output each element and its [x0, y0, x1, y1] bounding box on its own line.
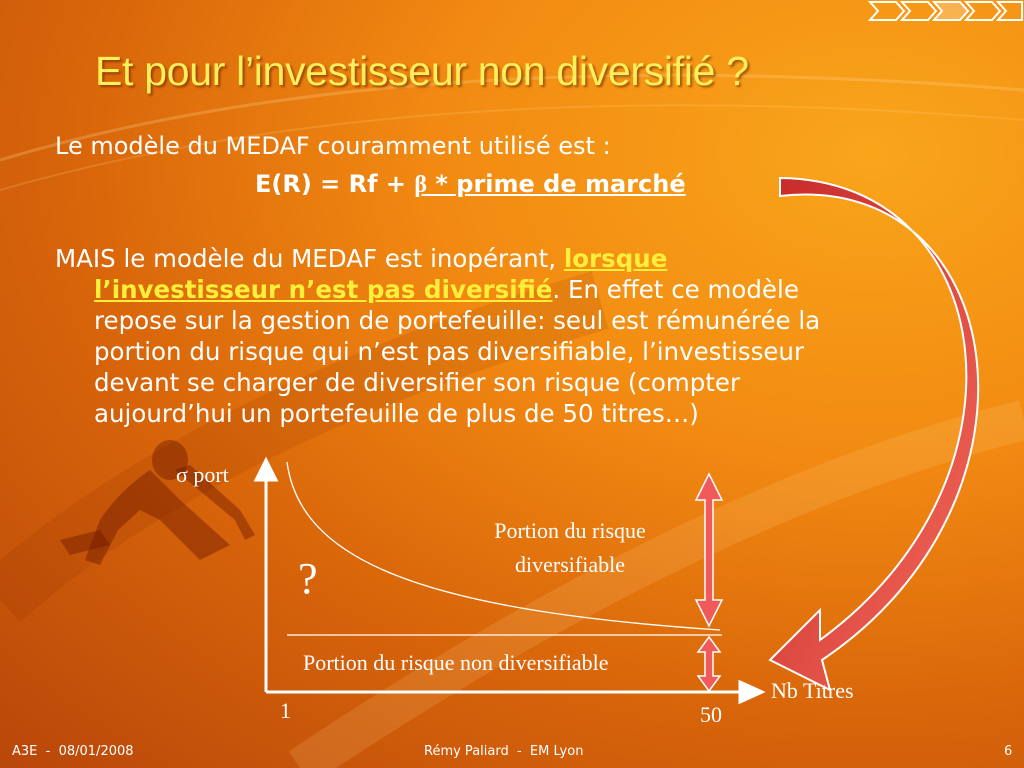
- paragraph-line-6: aujourd’hui un portefeuille de plus de 50 titres…): [94, 399, 699, 428]
- diversifiable-label-line2: diversifiable: [515, 552, 625, 577]
- highlight-investisseur: l’investisseur n’est pas diversifié: [94, 275, 553, 304]
- y-axis-label: [176, 462, 229, 488]
- curved-arrow: [770, 178, 978, 690]
- formula-part1: E(R) = Rf +: [255, 170, 415, 198]
- formula-part2: * prime de marché: [427, 170, 686, 198]
- footer-page-number: 6: [1004, 744, 1013, 759]
- paragraph-line-4: portion du risque qui n’est pas diversifiable, l’investisseur: [94, 337, 805, 366]
- slide-title: Et pour l’investisseur non diversifié ?: [95, 48, 749, 94]
- paragraph-cont: . En effet ce modèle: [552, 275, 799, 304]
- paragraph-line-5: devant se charger de diversifier son risque (compter: [94, 368, 741, 397]
- question-mark: ?: [298, 554, 318, 603]
- paragraph-start: MAIS le modèle du MEDAF est inopérant,: [55, 244, 564, 273]
- y-axis-label-text: port: [187, 462, 229, 487]
- highlight-lorsque: lorsque: [563, 244, 668, 273]
- footer-date: A3E - 08/01/2008: [12, 744, 134, 759]
- sigma-symbol: σ: [176, 462, 188, 487]
- intro-text: Le modèle du MEDAF couramment utilisé est :: [55, 132, 611, 160]
- diversifiable-arrow: [696, 474, 722, 626]
- x-axis-end: 50: [700, 702, 722, 727]
- non-diversifiable-label: Portion du risque non diversifiable: [303, 650, 609, 675]
- y-axis-arrowhead: [256, 460, 276, 480]
- footer-author: Rémy Paliard - EM Lyon: [424, 744, 584, 759]
- beta-symbol: β: [414, 172, 428, 198]
- x-axis-start: 1: [280, 698, 291, 723]
- x-axis-label: Nb Titres: [771, 678, 854, 703]
- diversifiable-label: [470, 514, 670, 582]
- paragraph-line-3: repose sur la gestion de portefeuille: seul est rémunérée la: [94, 306, 821, 335]
- diversifiable-label-line1: Portion du risque: [494, 518, 646, 543]
- x-axis-arrowhead: [740, 682, 762, 702]
- non-diversifiable-arrow: [698, 637, 720, 691]
